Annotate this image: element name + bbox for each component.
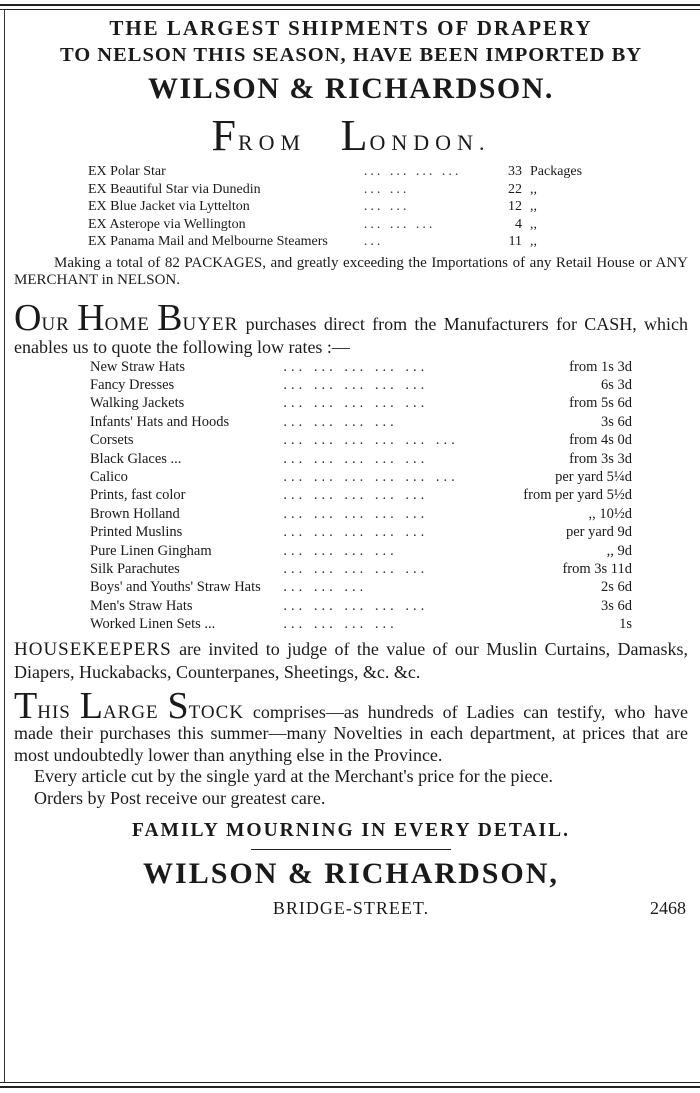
left-border: [4, 9, 5, 1083]
rate-item: Men's Straw Hats: [90, 597, 193, 614]
leader-dots: ... ... ... ... ...: [283, 395, 429, 412]
this-rest: HIS: [37, 701, 71, 723]
rate-row: [90, 542, 632, 560]
rate-row: [90, 450, 632, 468]
rate-price: ,, 9d: [606, 542, 632, 559]
top-rule-thin: [0, 9, 700, 10]
shipment-unit: ,,: [530, 234, 537, 249]
shipment-vessel: EX Panama Mail and Melbourne Steamers: [88, 234, 328, 249]
leader-dots: ... ... ... ... ...: [283, 560, 429, 577]
firm-name: WILSON & RICHARDSON.: [148, 72, 554, 105]
leader-dots: ... ... ... ... ... ...: [283, 468, 459, 485]
housekeepers-paragraph: [14, 638, 688, 683]
leader-dots: ... ...: [363, 199, 410, 214]
rate-price: 3s 6d: [600, 597, 632, 614]
london-rest: ONDON.: [369, 130, 491, 155]
rate-item: Fancy Dresses: [90, 376, 175, 393]
rate-price: from 3s 3d: [569, 450, 632, 467]
rate-price: from 5s 6d: [569, 395, 632, 412]
shipment-row: [88, 216, 614, 234]
shipment-row: [88, 198, 614, 216]
leader-dots: ... ...: [363, 181, 410, 197]
leader-dots: ... ... ... ... ...: [283, 450, 429, 467]
shipment-vessel: EX Beautiful Star via Dunedin: [88, 181, 261, 197]
rate-item: Infants' Hats and Hoods: [90, 413, 230, 430]
rate-price: 2s 6d: [600, 579, 632, 596]
shipment-vessel: EX Polar Star: [88, 164, 166, 179]
shipment-unit: Packages: [530, 164, 583, 179]
rate-row: [90, 413, 632, 431]
every-article-text: Every article cut by the single yard at the Merchant's price for the piece.: [34, 766, 554, 787]
leader-dots: ... ... ... ...: [283, 542, 398, 559]
rate-price: 6s 3d: [600, 376, 632, 393]
from-london-heading: [14, 111, 688, 163]
ad-number: 2468: [650, 898, 686, 919]
rate-item: Calico: [90, 468, 128, 485]
rate-item: Corsets: [90, 432, 134, 449]
rate-row: [90, 505, 632, 523]
from-cap: F: [211, 111, 238, 160]
bottom-rule-thin: [0, 1082, 700, 1083]
shipment-unit: ,,: [530, 216, 537, 232]
rate-row: [90, 376, 632, 394]
london-cap: L: [340, 111, 370, 160]
headline-line-2: TO NELSON THIS SEASON, HAVE BEEN IMPORTED BY: [59, 44, 643, 66]
shipment-row: [88, 181, 614, 199]
orders-by-post-text: Orders by Post receive our greatest care.: [34, 787, 326, 808]
rate-price: ,, 10½d: [588, 505, 632, 522]
rate-row: [90, 597, 632, 615]
rate-item: Pure Linen Gingham: [90, 542, 212, 559]
shipment-vessel: EX Blue Jacket via Lyttelton: [88, 199, 250, 214]
footer-firm-name: WILSON & RICHARDSON,: [143, 857, 559, 891]
footer-address: [14, 896, 688, 920]
leader-dots: ... ... ... ... ...: [283, 524, 429, 541]
shipment-row: [88, 233, 614, 251]
housekeepers-text: are invited to judge of the value of our Muslin Curtains, Damasks, Diapers, Huckabacks, Counterpanes, Sheetings, &c. &c.: [14, 638, 689, 682]
home-rest: OME: [104, 313, 150, 335]
leader-dots: ... ... ...: [363, 216, 436, 232]
rate-price: 3s 6d: [600, 413, 632, 430]
our-rest: UR: [41, 313, 70, 335]
rate-price: per yard 5¼d: [555, 468, 632, 485]
leader-dots: ... ... ... ...: [283, 413, 398, 430]
rate-row: [90, 615, 632, 633]
stock-paragraph: [14, 684, 689, 810]
rate-price: from 4s 0d: [569, 432, 632, 449]
large-cap: L: [79, 684, 103, 727]
stock-rest: TOCK: [188, 701, 245, 723]
shipment-count: 12: [508, 199, 522, 214]
rate-item: Boys' and Youths' Straw Hats: [90, 579, 261, 596]
rate-row: [90, 431, 632, 449]
leader-dots: ... ... ... ...: [283, 616, 398, 633]
total-statement: Making a total of 82 PACKAGES, and greatly exceeding the Importations of any Retail House or ANY MERCHANT in NELSON.: [14, 254, 688, 288]
shipment-count: 33: [508, 164, 522, 179]
our-cap: O: [14, 296, 42, 339]
headline-line-1: THE LARGEST SHIPMENTS OF DRAPERY: [109, 16, 593, 40]
buyer-rest: UYER: [182, 313, 239, 335]
shipment-row: [88, 163, 614, 181]
leader-dots: ... ... ... ... ... ...: [283, 432, 459, 449]
home-cap: H: [77, 296, 105, 339]
street-address: BRIDGE-STREET.: [272, 898, 430, 919]
shipments-table: [88, 163, 614, 251]
rate-row: [90, 486, 632, 504]
leader-dots: ... ... ... ... ...: [283, 597, 429, 614]
leader-dots: ... ... ... ... ...: [283, 358, 429, 375]
ad-content: [14, 14, 688, 920]
rate-item: New Straw Hats: [90, 358, 186, 375]
shipment-unit: ,,: [530, 181, 537, 197]
rate-price: from per yard 5½d: [523, 487, 632, 504]
rate-row: [90, 358, 632, 376]
shipment-count: 4: [515, 216, 522, 232]
bottom-rule: [0, 1086, 700, 1088]
rate-price: 1s: [619, 616, 632, 633]
rate-row: [90, 468, 632, 486]
rate-row: [90, 578, 632, 596]
top-rule: [0, 4, 700, 6]
leader-dots: ...: [363, 234, 384, 249]
leader-dots: ... ... ... ... ...: [283, 505, 429, 522]
rate-item: Black Glaces ...: [90, 450, 182, 467]
shipment-count: 22: [508, 181, 522, 197]
rate-item: Silk Parachutes: [90, 560, 180, 577]
rate-item: Brown Holland: [90, 505, 180, 522]
stock-cap: S: [167, 684, 189, 727]
stock-text: comprises—as hundreds of Ladies can testify, who have made their purchases this summer—many Novelties in each department, at prices that are most undoubtedly lower than anything else in the Province.: [14, 701, 689, 765]
family-mourning-line: FAMILY MOURNING IN EVERY DETAIL.: [132, 820, 570, 842]
rate-item: Worked Linen Sets ...: [90, 616, 216, 633]
rate-item: Prints, fast color: [90, 487, 186, 504]
rate-price: per yard 9d: [565, 524, 632, 541]
this-cap: T: [14, 684, 38, 727]
buyer-cap: B: [157, 296, 183, 339]
home-buyer-text: purchases direct from the Manufacturers for CASH, which enables us to quote the following low rates :—: [14, 313, 689, 357]
rate-price: from 1s 3d: [569, 358, 632, 375]
rate-item: Printed Muslins: [90, 524, 183, 541]
from-rest: ROM: [238, 130, 307, 155]
rate-row: [90, 523, 632, 541]
rate-row: [90, 394, 632, 412]
separator-rule: [251, 849, 451, 850]
leader-dots: ... ... ... ... ...: [283, 487, 429, 504]
rate-row: [90, 560, 632, 578]
shipment-unit: ,,: [530, 199, 537, 214]
rate-item: Walking Jackets: [90, 395, 185, 412]
leader-dots: ... ... ...: [283, 579, 368, 596]
rate-price: from 3s 11d: [562, 560, 632, 577]
home-buyer-paragraph: [14, 296, 689, 358]
leader-dots: ... ... ... ... ...: [283, 376, 429, 393]
leader-dots: ... ... ... ...: [363, 164, 462, 179]
large-rest: ARGE: [102, 701, 159, 723]
rates-table: [90, 358, 632, 634]
housekeepers-lead: HOUSEKEEPERS: [14, 638, 172, 660]
shipment-count: 11: [508, 234, 522, 249]
shipment-vessel: EX Asterope via Wellington: [88, 216, 246, 232]
